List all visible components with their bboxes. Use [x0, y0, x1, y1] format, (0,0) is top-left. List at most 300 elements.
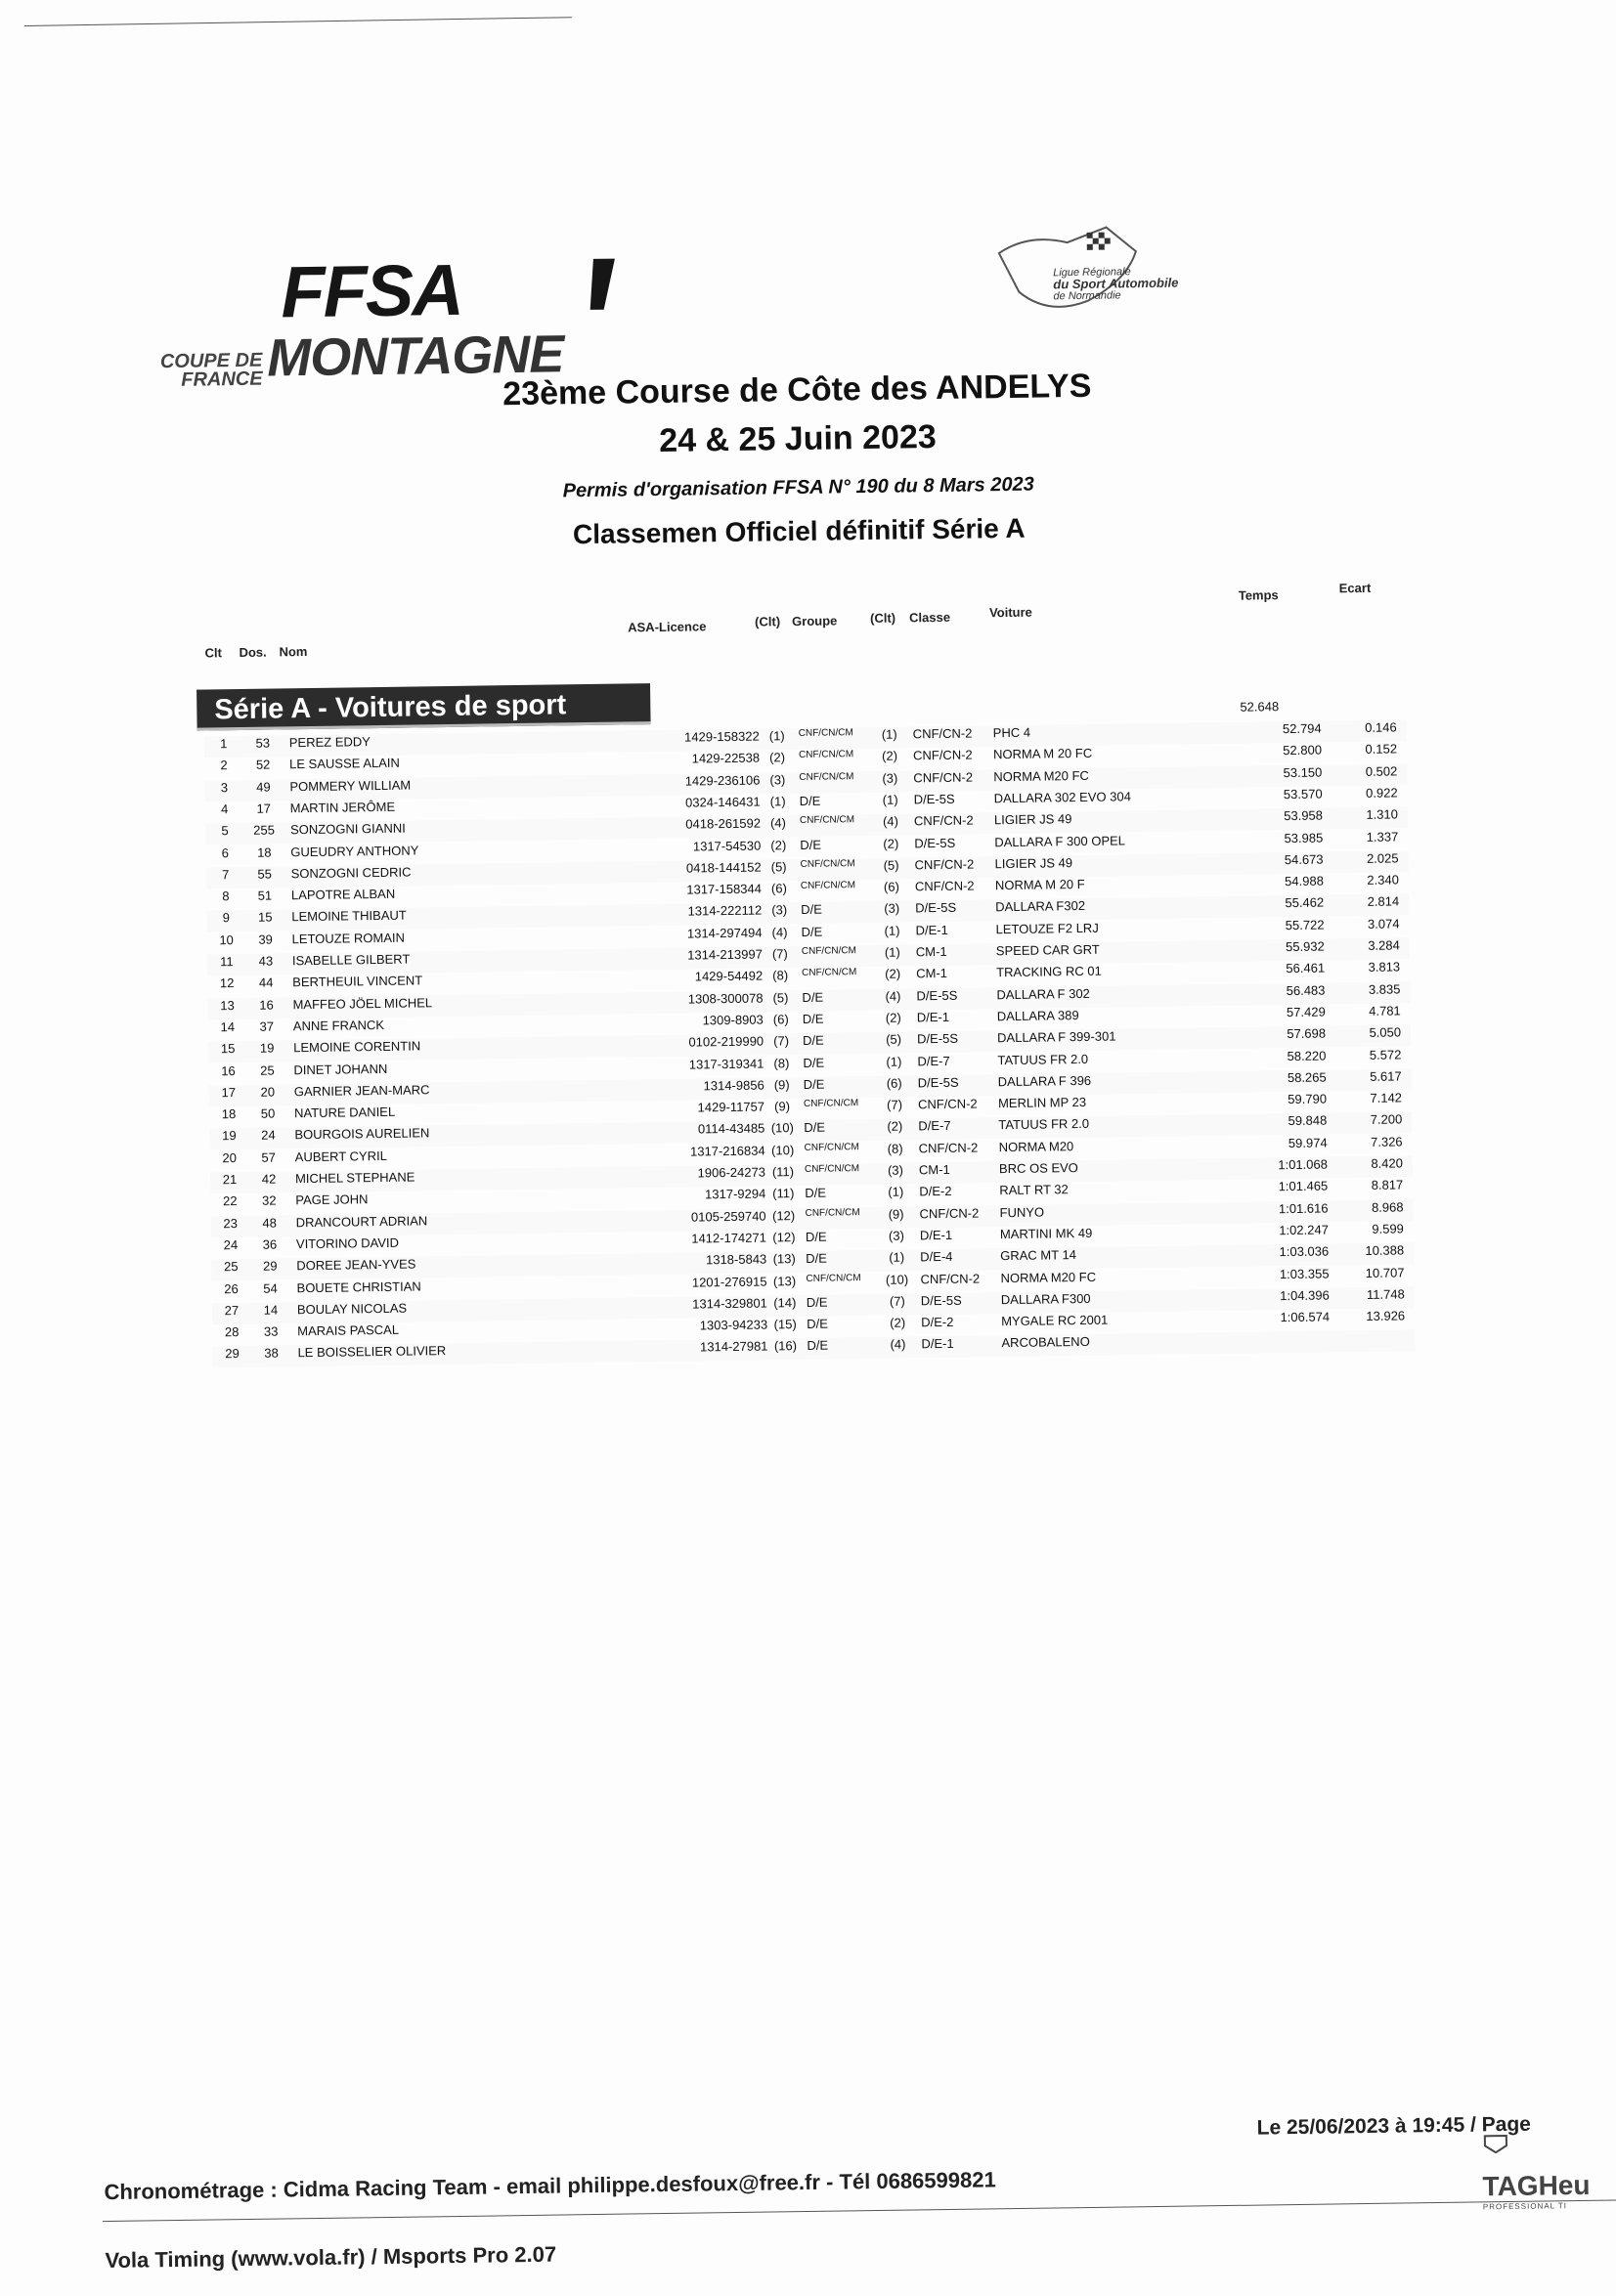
row-name: ANNE FRANCK: [292, 1017, 385, 1034]
row-name: PEREZ EDDY: [288, 734, 371, 751]
row-voiture: PHC 4: [992, 724, 1031, 741]
row-voiture: MYGALE RC 2001: [1001, 1312, 1109, 1329]
row-temps: 1:02.247: [1279, 1222, 1329, 1238]
row-voiture: DALLARA F 302: [996, 985, 1090, 1002]
row-licence: 0418-261592: [685, 815, 762, 832]
row-clt: 7: [221, 866, 230, 883]
row-classe: CNF/CN-2: [914, 878, 975, 894]
row-dos: 14: [263, 1302, 279, 1318]
row-name: PAGE JOHN: [295, 1191, 369, 1208]
row-groupe: CNF/CN/CM: [798, 749, 854, 761]
row-temps: 1:01.068: [1278, 1156, 1329, 1173]
row-ecart: 5.050: [1369, 1024, 1402, 1041]
row-groupe: D/E: [799, 793, 821, 808]
row-groupe: CNF/CN/CM: [805, 1206, 860, 1219]
row-classe: CNF/CN-2: [912, 747, 973, 763]
row-name: GARNIER JEAN-MARC: [293, 1082, 430, 1100]
row-licence: 1317-158344: [686, 881, 763, 897]
row-clt-classe: (1): [889, 1249, 905, 1265]
row-dos: 53: [255, 735, 271, 751]
row-clt-groupe: (1): [768, 728, 785, 744]
row-voiture: BRC OS EVO: [998, 1160, 1078, 1177]
row-classe: CNF/CN-2: [913, 812, 974, 829]
row-clt-groupe: (6): [770, 881, 787, 896]
row-groupe: CNF/CN/CM: [804, 1141, 859, 1153]
row-licence: 1314-329801: [692, 1295, 767, 1312]
footer-divider: [103, 2199, 1616, 2222]
row-clt-groupe: (3): [771, 902, 788, 918]
row-temps: 1:01.465: [1278, 1178, 1329, 1194]
row-name: LAPOTRE ALBAN: [290, 886, 396, 903]
row-groupe: CNF/CN/CM: [802, 967, 857, 979]
row-name: MARAIS PASCAL: [297, 1321, 400, 1339]
row-clt: 16: [221, 1062, 236, 1078]
row-temps: 55.932: [1285, 938, 1325, 955]
row-clt: 10: [219, 931, 234, 947]
row-dos: 19: [259, 1040, 275, 1056]
row-licence: 1314-297494: [686, 925, 763, 941]
row-classe: D/E-4: [920, 1249, 953, 1265]
row-licence: 1317-9294: [705, 1186, 766, 1202]
ligue-label: Ligue Régionale du Sport Automobile de Normandie: [1053, 266, 1179, 303]
row-ecart: 5.617: [1370, 1068, 1402, 1084]
row-clt-groupe: (16): [773, 1338, 798, 1354]
row-clt-groupe: (2): [770, 837, 787, 852]
row-groupe: D/E: [807, 1338, 829, 1354]
row-temps: 53.150: [1283, 764, 1323, 780]
row-clt: 4: [221, 801, 229, 817]
row-ecart: 0.922: [1365, 785, 1398, 801]
row-groupe: D/E: [802, 1011, 824, 1026]
software-line: Vola Timing (www.vola.fr) / Msports Pro 2.07: [105, 2241, 557, 2274]
row-licence: 1429-158322: [684, 728, 760, 745]
row-temps: 54.673: [1284, 851, 1324, 867]
row-clt: 12: [219, 975, 235, 991]
row-licence: 1429-54492: [694, 968, 764, 984]
row-clt: 15: [220, 1041, 236, 1057]
section-banner: Série A - Voitures de sport: [197, 683, 651, 730]
row-voiture: LIGIER JS 49: [993, 811, 1072, 828]
row-clt-classe: (3): [882, 770, 898, 786]
row-clt: 20: [222, 1149, 238, 1165]
row-groupe: D/E: [801, 924, 823, 939]
row-ecart: 3.284: [1368, 937, 1400, 953]
row-dos: 17: [256, 801, 272, 816]
row-temps: 56.483: [1286, 982, 1326, 998]
row-clt-classe: (2): [883, 836, 899, 851]
row-voiture: ARCOBALENO: [1001, 1334, 1090, 1351]
row-clt-groupe: (9): [773, 1099, 791, 1114]
row-dos: 37: [259, 1018, 275, 1034]
row-licence: 1317-216834: [689, 1143, 765, 1159]
row-dos: 29: [262, 1258, 278, 1274]
row-voiture: DALLARA F302: [995, 898, 1086, 915]
row-clt-classe: (8): [887, 1141, 903, 1156]
row-dos: 24: [261, 1127, 276, 1144]
row-voiture: NORMA M20 FC: [1000, 1269, 1097, 1285]
row-clt-groupe: (4): [771, 924, 788, 940]
row-clt-groupe: (12): [772, 1229, 796, 1245]
row-groupe: CNF/CN/CM: [799, 770, 854, 783]
row-classe: CNF/CN-2: [917, 1096, 978, 1112]
col-clt-classe: (Clt): [869, 610, 896, 626]
row-classe: D/E-2: [921, 1314, 954, 1330]
row-name: DOREE JEAN-YVES: [296, 1256, 416, 1274]
row-classe: D/E-5S: [917, 1074, 959, 1091]
row-temps: 53.985: [1284, 830, 1324, 845]
row-groupe: CNF/CN/CM: [806, 1272, 861, 1284]
row-clt-classe: (7): [889, 1293, 905, 1309]
row-clt: 29: [225, 1346, 240, 1362]
row-dos: 18: [257, 845, 272, 860]
row-licence: 1308-300078: [687, 990, 764, 1007]
row-voiture: NORMA M 20 FC: [992, 746, 1093, 762]
row-clt: 27: [224, 1302, 240, 1319]
row-name: MAFFEO JÖEL MICHEL: [292, 994, 433, 1012]
row-voiture: NORMA M20: [998, 1138, 1074, 1154]
row-groupe: D/E: [804, 1120, 826, 1136]
row-ecart: 4.781: [1369, 1003, 1401, 1018]
row-clt-groupe: (11): [772, 1186, 795, 1201]
coupe-de-france-label: COUPE DE FRANCE: [159, 349, 263, 391]
row-ecart: 8.968: [1371, 1199, 1404, 1215]
row-licence: 1314-222112: [687, 902, 763, 919]
row-groupe: CNF/CN/CM: [801, 945, 857, 957]
row-voiture: RALT RT 32: [999, 1182, 1069, 1198]
row-voiture: DALLARA 302 EVO 304: [993, 789, 1131, 806]
row-temps: 57.429: [1286, 1004, 1326, 1019]
row-groupe: D/E: [806, 1294, 828, 1310]
row-dos: 52: [255, 757, 271, 773]
row-dos: 42: [261, 1171, 277, 1187]
row-licence: 1906-24273: [697, 1164, 766, 1181]
row-licence: 1429-11757: [697, 1099, 765, 1115]
row-groupe: CNF/CN/CM: [800, 858, 855, 870]
row-name: MICHEL STEPHANE: [294, 1169, 415, 1187]
row-temps: 1:01.616: [1278, 1200, 1329, 1216]
row-dos: 38: [264, 1345, 279, 1362]
row-ecart: 0.152: [1365, 741, 1398, 758]
row-clt-groupe: (4): [769, 815, 787, 831]
row-classe: D/E-1: [921, 1336, 954, 1352]
row-licence: 1412-174271: [691, 1230, 767, 1246]
row-licence: 1317-54530: [692, 838, 762, 854]
col-nom: Nom: [279, 644, 308, 660]
col-voiture: Voiture: [988, 604, 1032, 621]
row-temps: 52.794: [1282, 720, 1322, 737]
row-licence: 1309-8903: [702, 1012, 764, 1028]
row-ecart: 9.599: [1372, 1221, 1404, 1236]
row-clt-groupe: (3): [769, 771, 786, 788]
row-temps: 1:06.574: [1280, 1309, 1331, 1325]
row-ecart: 2.340: [1367, 872, 1399, 888]
row-voiture: LIGIER JS 49: [994, 854, 1073, 872]
row-dos: 43: [258, 953, 274, 969]
row-clt-classe: (4): [882, 813, 899, 829]
row-clt: 26: [224, 1280, 239, 1296]
row-temps: 58.265: [1287, 1069, 1327, 1085]
row-groupe: D/E: [805, 1229, 827, 1244]
row-ecart: 7.326: [1370, 1134, 1403, 1149]
row-clt-classe: (1): [882, 792, 898, 807]
row-voiture: TATUUS FR 2.0: [997, 1051, 1089, 1067]
row-ecart: 2.814: [1367, 893, 1400, 910]
row-clt-classe: (1): [884, 944, 900, 960]
row-ecart: 5.572: [1369, 1046, 1402, 1062]
row-dos: 44: [258, 975, 274, 991]
row-name: POMMERY WILLIAM: [289, 777, 412, 794]
row-licence: 0114-43485: [697, 1120, 765, 1137]
montagne-logo: MONTAGNE: [266, 325, 564, 388]
tag-heuer-logo: TAGHeu PROFESSIONAL TI: [1482, 2169, 1591, 2212]
row-name: SONZOGNI GIANNI: [289, 820, 406, 838]
row-name: LETOUZE ROMAIN: [291, 930, 406, 946]
row-clt-classe: (2): [885, 1010, 901, 1025]
row-name: VITORINO DAVID: [295, 1235, 400, 1252]
row-licence: 1429-22538: [691, 750, 761, 766]
row-name: LEMOINE CORENTIN: [293, 1038, 421, 1056]
row-clt-classe: (3): [888, 1228, 904, 1243]
row-classe: D/E-2: [919, 1184, 952, 1199]
row-clt: 2: [220, 758, 228, 773]
row-clt: 18: [221, 1106, 237, 1122]
row-name: MARTIN JERÔME: [289, 799, 396, 816]
row-classe: D/E-1: [916, 1009, 950, 1025]
row-clt: 17: [221, 1084, 237, 1101]
row-clt-groupe: (10): [771, 1142, 795, 1158]
row-classe: CNF/CN-2: [914, 856, 975, 873]
row-clt-groupe: (14): [773, 1294, 797, 1311]
row-ecart: 7.200: [1370, 1111, 1403, 1128]
col-licence: ASA-Licence: [628, 619, 707, 635]
row-clt-groupe: (5): [772, 989, 789, 1005]
ffsa-swoosh-icon: [586, 255, 620, 314]
row-voiture: NORMA M20 FC: [993, 767, 1089, 784]
row-ecart: 11.748: [1366, 1286, 1405, 1302]
row-clt-groupe: (11): [771, 1164, 795, 1180]
row-clt: 22: [223, 1193, 238, 1209]
print-timestamp: Le 25/06/2023 à 19:45 / Page: [1256, 2112, 1532, 2140]
row-clt-classe: (7): [886, 1097, 903, 1112]
row-clt: 24: [223, 1236, 239, 1253]
row-dos: 49: [256, 779, 271, 795]
row-groupe: CNF/CN/CM: [804, 1163, 860, 1175]
row-name: LE SAUSSE ALAIN: [289, 755, 400, 772]
row-groupe: D/E: [800, 837, 822, 852]
row-clt-classe: (1): [884, 923, 900, 938]
row-clt: 23: [223, 1215, 238, 1231]
row-clt-classe: (5): [883, 857, 899, 873]
row-clt-classe: (3): [884, 900, 900, 917]
row-name: ISABELLE GILBERT: [291, 951, 411, 969]
row-voiture: DALLARA F 399-301: [996, 1028, 1116, 1046]
row-voiture: DALLARA 389: [996, 1007, 1079, 1024]
row-licence: 1314-9856: [703, 1077, 764, 1094]
col-clt: Clt: [204, 645, 222, 661]
row-clt-classe: (6): [883, 879, 899, 894]
row-clt: 1: [220, 736, 228, 752]
row-groupe: D/E: [806, 1250, 827, 1267]
col-groupe: Groupe: [792, 613, 838, 629]
row-clt-groupe: (7): [771, 946, 788, 962]
row-ecart: 7.142: [1370, 1090, 1403, 1105]
row-voiture: MERLIN MP 23: [997, 1095, 1087, 1111]
row-name: LE BOISSELIER OLIVIER: [297, 1343, 447, 1361]
row-groupe: D/E: [802, 989, 824, 1005]
row-classe: D/E-7: [918, 1118, 951, 1134]
row-groupe: CNF/CN/CM: [800, 880, 856, 892]
row-voiture: SPEED CAR GRT: [995, 941, 1100, 959]
row-classe: CNF/CN-2: [912, 725, 973, 742]
row-clt: 6: [221, 845, 230, 860]
row-clt-classe: (9): [888, 1206, 904, 1222]
row-ecart: 3.813: [1368, 959, 1401, 975]
row-dos: 39: [258, 931, 273, 947]
row-clt: 13: [220, 997, 235, 1013]
row-voiture: DALLARA F 396: [997, 1072, 1092, 1089]
row-classe: CNF/CN-2: [920, 1270, 981, 1286]
row-temps: 1:03.036: [1279, 1243, 1330, 1260]
row-ecart: 13.926: [1366, 1308, 1406, 1324]
row-name: BOURGOIS AURELIEN: [294, 1125, 430, 1143]
row-temps: 55.722: [1285, 917, 1325, 932]
row-clt-classe: (2): [887, 1118, 903, 1135]
row-dos: 16: [259, 997, 274, 1013]
row-ecart: 1.337: [1366, 828, 1399, 845]
row-temps: 53.570: [1283, 786, 1323, 801]
row-groupe: CNF/CN/CM: [803, 1098, 859, 1110]
row-classe: CM-1: [916, 966, 948, 981]
col-clt-groupe: (Clt): [755, 614, 781, 629]
row-clt-groupe: (12): [771, 1207, 796, 1224]
chrono-line: Chronométrage : Cidma Racing Team - email philippe.desfoux@free.fr - Tél 0686599821: [104, 2167, 996, 2205]
row-clt: 11: [220, 954, 234, 970]
row-voiture: GRAC MT 14: [1000, 1247, 1077, 1264]
row-clt-groupe: (1): [769, 794, 786, 809]
row-clt-groupe: (5): [770, 858, 787, 875]
row-classe: CNF/CN-2: [918, 1140, 979, 1156]
row-voiture: DALLARA F300: [1000, 1290, 1091, 1307]
row-dos: 54: [263, 1279, 278, 1296]
row-name: DRANCOURT ADRIAN: [295, 1212, 428, 1230]
row-licence: 1314-27981: [699, 1338, 768, 1355]
row-dos: 20: [260, 1084, 276, 1100]
row-clt-classe: (5): [886, 1031, 902, 1047]
row-clt-classe: (4): [890, 1336, 906, 1353]
event-dates: 24 & 25 Juin 2023: [658, 418, 938, 459]
row-clt: 8: [222, 888, 230, 904]
row-clt-groupe: (8): [772, 968, 789, 983]
row-classe: D/E-5S: [916, 1030, 959, 1047]
row-classe: D/E-5S: [914, 835, 956, 850]
row-clt-classe: (1): [886, 1054, 902, 1069]
event-title: 23ème Course de Côte des ANDELYS: [502, 367, 1092, 413]
row-voiture: DALLARA F 300 OPEL: [994, 832, 1126, 849]
row-licence: 1314-213997: [687, 946, 763, 963]
row-clt: 3: [220, 779, 229, 795]
row-clt-groupe: (8): [773, 1055, 790, 1070]
row-ecart: 10.707: [1365, 1264, 1405, 1280]
ffsa-logo: FFSA: [280, 248, 463, 333]
row-temps: 55.462: [1285, 894, 1325, 911]
row-temps: 59.974: [1288, 1135, 1328, 1150]
row-clt-groupe: (9): [773, 1076, 790, 1093]
row-voiture: TATUUS FR 2.0: [998, 1116, 1090, 1133]
row-temps: 59.790: [1288, 1091, 1328, 1107]
row-temps: 1:03.355: [1279, 1265, 1330, 1281]
row-temps: 54.988: [1285, 873, 1324, 889]
row-name: BOUETE CHRISTIAN: [296, 1278, 421, 1295]
row-dos: 255: [253, 822, 275, 838]
row-groupe: D/E: [805, 1185, 827, 1201]
row-ecart: 8.420: [1371, 1155, 1404, 1171]
row-name: DINET JOHANN: [293, 1061, 388, 1077]
row-temps: 59.848: [1288, 1112, 1328, 1129]
row-groupe: D/E: [803, 1076, 825, 1092]
col-dos: Dos.: [239, 644, 267, 660]
row-licence: 0324-146431: [684, 794, 761, 810]
row-clt-groupe: (10): [770, 1120, 795, 1136]
row-ecart: 3.074: [1367, 916, 1400, 931]
row-licence: 1429-236106: [684, 772, 761, 789]
row-clt-classe: (3): [887, 1162, 904, 1178]
row-classe: D/E-1: [915, 922, 948, 938]
row-classe: CM-1: [918, 1161, 950, 1178]
row-dos: 55: [257, 866, 273, 882]
row-clt: 28: [224, 1324, 240, 1340]
row-temps: 1:04.396: [1280, 1287, 1330, 1303]
row-classe: D/E-7: [917, 1053, 950, 1068]
row-temps: [1251, 1331, 1330, 1332]
row-licence: 1303-94233: [699, 1317, 768, 1333]
row-voiture: NORMA M 20 F: [994, 877, 1085, 893]
row-dos: 57: [261, 1149, 277, 1165]
row-classe: D/E-1: [919, 1227, 953, 1243]
row-temps: 53.958: [1284, 807, 1324, 824]
row-ecart: 3.835: [1368, 981, 1401, 997]
row-temps: 56.461: [1286, 960, 1326, 976]
row-name: AUBERT CYRIL: [294, 1148, 387, 1164]
row-name: BERTHEUIL VINCENT: [292, 973, 423, 990]
row-clt-groupe: (15): [773, 1317, 797, 1332]
row-dos: 32: [262, 1192, 277, 1209]
row-clt: 14: [220, 1018, 236, 1035]
row-dos: 33: [263, 1323, 279, 1339]
row-dos: 50: [260, 1105, 276, 1121]
row-temps: 52.800: [1283, 742, 1323, 758]
row-clt-classe: (2): [885, 966, 901, 982]
permis-line: Permis d'organisation FFSA N° 190 du 8 Mars 2023: [562, 473, 1034, 502]
row-licence: 0418-144152: [685, 859, 762, 876]
row-dos: 15: [257, 909, 273, 926]
row-name: SONZOGNI CEDRIC: [290, 864, 412, 882]
classement-title: Classemen Officiel définitif Série A: [572, 512, 1026, 550]
row-groupe: D/E: [803, 1032, 824, 1049]
row-clt: 21: [222, 1172, 238, 1188]
row-voiture: TRACKING RC 01: [996, 963, 1102, 980]
row-groupe: D/E: [801, 902, 823, 918]
row-licence: 0102-219990: [688, 1033, 764, 1050]
row-clt-groupe: (6): [772, 1012, 789, 1027]
row-temps: 58.220: [1287, 1048, 1327, 1063]
col-temps: Temps: [1238, 587, 1279, 603]
row-name: LEMOINE THIBAUT: [291, 908, 407, 925]
row-licence: 1201-276915: [691, 1274, 767, 1290]
row-clt-groupe: (2): [769, 750, 786, 765]
col-classe: Classe: [908, 609, 951, 626]
row-voiture: FUNYO: [999, 1204, 1045, 1220]
row-clt-classe: (4): [885, 988, 901, 1004]
